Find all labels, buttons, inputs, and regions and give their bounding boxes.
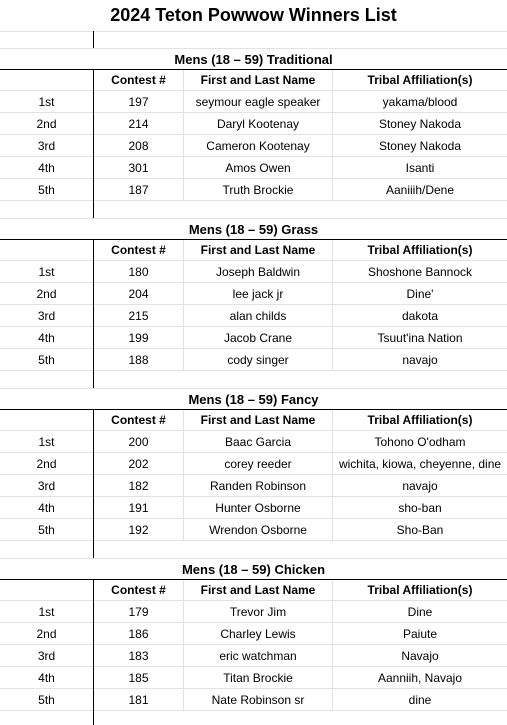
place-cell: 3rd: [37, 478, 56, 493]
place-cell: 4th: [38, 670, 55, 685]
name-cell: Amos Owen: [225, 160, 291, 175]
name-cell: Joseph Baldwin: [215, 264, 301, 279]
header-place: [0, 70, 93, 90]
table-row: [0, 497, 507, 518]
table-row: [0, 179, 507, 200]
tribe-cell: dine: [408, 692, 432, 707]
table-row: [0, 645, 507, 666]
table-row: [0, 667, 507, 688]
header-contest: Contest #: [111, 583, 166, 597]
column-header-row: [0, 580, 507, 600]
header-tribe: Tribal Affiliation(s): [367, 73, 473, 87]
tribe-cell: Isanti: [405, 160, 435, 175]
tribe-cell: Tohono O'odham: [374, 434, 466, 449]
place-cell: 2nd: [36, 626, 57, 641]
grid-line: [93, 240, 94, 389]
name-cell: Wrendon Osborne: [209, 522, 307, 537]
grid-line: [0, 710, 507, 711]
tribe-cell: navajo: [402, 478, 438, 493]
tribe-cell: Shoshone Bannock: [367, 264, 473, 279]
header-name: First and Last Name: [200, 243, 316, 257]
header-contest: Contest #: [111, 243, 166, 257]
tribe-cell: Aanniih, Navajo: [377, 670, 463, 685]
table-row: [0, 135, 507, 156]
name-cell: Truth Brockie: [222, 182, 294, 197]
tribe-cell: Paiute: [402, 626, 438, 641]
section-title-row: [0, 49, 507, 69]
name-cell: Nate Robinson sr: [211, 692, 305, 707]
contest-cell: 199: [128, 330, 149, 345]
contest-cell: 187: [128, 182, 149, 197]
contest-cell: 185: [128, 670, 149, 685]
contest-cell: 182: [128, 478, 149, 493]
section-title-row: [0, 559, 507, 579]
grid-line: [183, 410, 184, 541]
name-cell: Cameron Kootenay: [206, 138, 310, 153]
name-cell: Daryl Kootenay: [216, 116, 300, 131]
name-cell: seymour eagle speaker: [195, 94, 321, 109]
contest-cell: 188: [128, 352, 149, 367]
table-row: [0, 431, 507, 452]
contest-cell: 179: [128, 604, 149, 619]
header-tribe: Tribal Affiliation(s): [367, 583, 473, 597]
tribe-cell: Dine: [407, 604, 433, 619]
name-cell: Titan Brockie: [223, 670, 293, 685]
grid-line: [183, 580, 184, 711]
name-cell: Trevor Jim: [229, 604, 287, 619]
grid-line: [0, 31, 507, 32]
header-tribe: Tribal Affiliation(s): [367, 243, 473, 257]
grid-line: [332, 410, 333, 541]
place-cell: 3rd: [37, 648, 56, 663]
table-row: [0, 113, 507, 134]
grid-line: [183, 70, 184, 201]
place-cell: 2nd: [36, 116, 57, 131]
place-cell: 1st: [38, 604, 55, 619]
grid-line: [332, 240, 333, 371]
table-row: [0, 305, 507, 326]
header-name: First and Last Name: [200, 413, 316, 427]
section-title: Mens (18 – 59) Traditional: [174, 51, 333, 67]
tribe-cell: Aaniiih/Dene: [385, 182, 455, 197]
grid-line: [0, 370, 507, 371]
contest-cell: 191: [128, 500, 149, 515]
contest-cell: 183: [128, 648, 149, 663]
tribe-cell: dakota: [401, 308, 439, 323]
table-row: [0, 91, 507, 112]
header-place: [0, 410, 93, 430]
place-cell: 2nd: [36, 286, 57, 301]
name-cell: Baac Garcia: [224, 434, 292, 449]
place-cell: 3rd: [37, 308, 56, 323]
tribe-cell: Tsuut'ina Nation: [377, 330, 463, 345]
section-title: Mens (18 – 59) Chicken: [181, 561, 326, 577]
name-cell: Jacob Crane: [223, 330, 293, 345]
tribe-cell: Sho-Ban: [396, 522, 444, 537]
table-row: [0, 475, 507, 496]
table-row: [0, 327, 507, 348]
place-cell: 1st: [38, 94, 55, 109]
place-cell: 4th: [38, 160, 55, 175]
name-cell: eric watchman: [219, 648, 297, 663]
section-title: Mens (18 – 59) Fancy: [188, 391, 319, 407]
place-cell: 1st: [38, 264, 55, 279]
place-cell: 3rd: [37, 138, 56, 153]
table-row: [0, 349, 507, 370]
contest-cell: 186: [128, 626, 149, 641]
tribe-cell: sho-ban: [398, 500, 442, 515]
tribe-cell: Navajo: [401, 648, 439, 663]
place-cell: 2nd: [36, 456, 57, 471]
place-cell: 5th: [38, 352, 55, 367]
place-cell: 4th: [38, 330, 55, 345]
header-name: First and Last Name: [200, 583, 316, 597]
tribe-cell: Stoney Nakoda: [378, 116, 462, 131]
name-cell: lee jack jr: [232, 286, 284, 301]
grid-line: [93, 70, 94, 219]
grid-line: [93, 580, 94, 725]
table-row: [0, 157, 507, 178]
name-cell: cody singer: [227, 352, 289, 367]
grid-line: [0, 200, 507, 201]
table-row: [0, 519, 507, 540]
table-row: [0, 261, 507, 282]
grid-line: [93, 410, 94, 559]
name-cell: Charley Lewis: [220, 626, 296, 641]
grid-line: [332, 70, 333, 201]
header-place: [0, 580, 93, 600]
tribe-cell: yakama/blood: [382, 94, 458, 109]
tribe-cell: Dine': [406, 286, 434, 301]
table-row: [0, 689, 507, 710]
name-cell: Hunter Osborne: [215, 500, 301, 515]
place-cell: 5th: [38, 692, 55, 707]
table-row: [0, 453, 507, 474]
table-row: [0, 623, 507, 644]
contest-cell: 301: [128, 160, 149, 175]
header-name: First and Last Name: [200, 73, 316, 87]
contest-cell: 200: [128, 434, 149, 449]
grid-line: [93, 31, 94, 49]
contest-cell: 197: [128, 94, 149, 109]
column-header-row: [0, 240, 507, 260]
place-cell: 5th: [38, 182, 55, 197]
name-cell: Randen Robinson: [209, 478, 307, 493]
place-cell: 4th: [38, 500, 55, 515]
contest-cell: 214: [128, 116, 149, 131]
section-title-row: [0, 219, 507, 239]
tribe-cell: navajo: [402, 352, 438, 367]
tribe-cell: Stoney Nakoda: [378, 138, 462, 153]
column-header-row: [0, 70, 507, 90]
section-title: Mens (18 – 59) Grass: [188, 221, 319, 237]
grid-line: [183, 240, 184, 371]
title-row: [0, 0, 507, 31]
contest-cell: 208: [128, 138, 149, 153]
contest-cell: 192: [128, 522, 149, 537]
tribe-cell: wichita, kiowa, cheyenne, dine: [338, 456, 502, 471]
header-contest: Contest #: [111, 73, 166, 87]
contest-cell: 180: [128, 264, 149, 279]
place-cell: 5th: [38, 522, 55, 537]
header-tribe: Tribal Affiliation(s): [367, 413, 473, 427]
page-title: 2024 Teton Powwow Winners List: [110, 5, 397, 25]
grid-line: [332, 580, 333, 711]
header-contest: Contest #: [111, 413, 166, 427]
table-row: [0, 601, 507, 622]
name-cell: alan childs: [229, 308, 287, 323]
place-cell: 1st: [38, 434, 55, 449]
contest-cell: 202: [128, 456, 149, 471]
grid-line: [0, 540, 507, 541]
name-cell: corey reeder: [224, 456, 292, 471]
contest-cell: 181: [128, 692, 149, 707]
section-title-row: [0, 389, 507, 409]
column-header-row: [0, 410, 507, 430]
table-row: [0, 283, 507, 304]
contest-cell: 204: [128, 286, 149, 301]
contest-cell: 215: [128, 308, 149, 323]
header-place: [0, 240, 93, 260]
